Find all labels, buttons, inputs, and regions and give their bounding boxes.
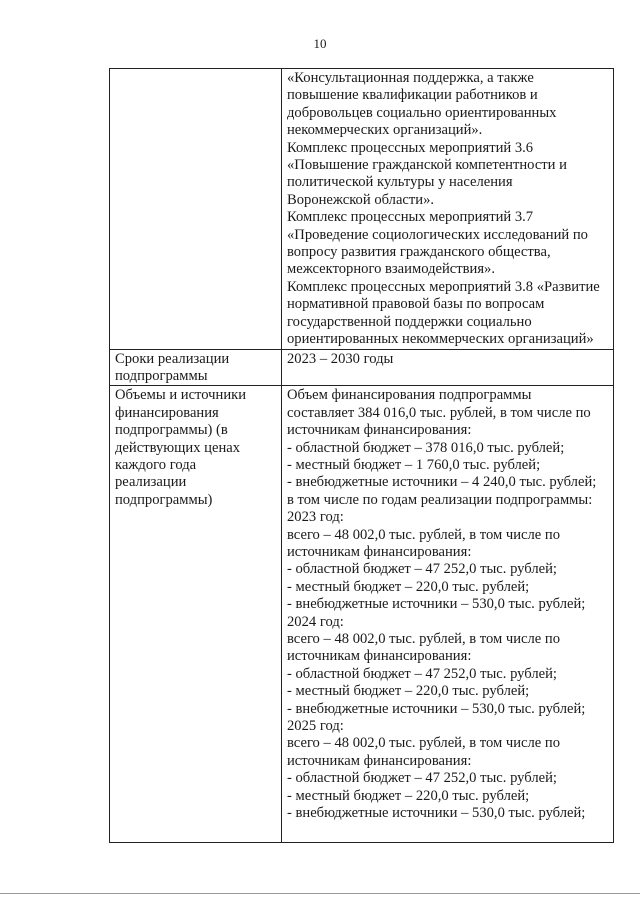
row-value-line: 2025 год: — [287, 718, 344, 735]
row-value-line: составляет 384 016,0 тыс. рублей, в том числе по — [287, 404, 591, 421]
row-value-line: Комплекс процессных мероприятий 3.6 — [287, 139, 534, 156]
row-value-line: Объем финансирования подпрограммы — [287, 387, 532, 404]
passport-table — [109, 68, 614, 843]
row-value-line: - областной бюджет – 47 252,0 тыс. рублей; — [287, 665, 557, 682]
row-value-line: государственной поддержки социально — [287, 313, 532, 330]
row-value-line: Комплекс процессных мероприятий 3.8 «Развитие — [287, 278, 600, 295]
row-value-line: - местный бюджет – 1 760,0 тыс. рублей; — [287, 456, 541, 473]
row-label-line: действующих ценах — [115, 439, 241, 456]
row-value-line: - внебюджетные источники – 530,0 тыс. рублей; — [287, 596, 586, 613]
row-value-line: - местный бюджет – 220,0 тыс. рублей; — [287, 787, 530, 804]
row-value-line: межсекторного взаимодействия». — [287, 261, 495, 278]
row-value-line: всего – 48 002,0 тыс. рублей, в том числе по — [287, 631, 561, 647]
row-value-line: источникам финансирования: — [287, 752, 472, 769]
row-value-line: «Консультационная поддержка, а также — [287, 70, 534, 86]
row-value-line: 2023 – 2030 годы — [287, 350, 394, 367]
row-value-line: «Повышение гражданской компетентности и — [287, 157, 567, 174]
table-row-terms — [110, 349, 614, 386]
row-label-line: подпрограммы — [115, 367, 208, 384]
table-row-activities — [110, 69, 614, 350]
row-label-line: реализации — [115, 474, 187, 491]
row-value-line: всего – 48 002,0 тыс. рублей, в том числе по — [287, 735, 561, 752]
row-value-line: Комплекс процессных мероприятий 3.7 — [287, 209, 534, 226]
row-value-cell — [282, 386, 614, 843]
row-label-cell — [110, 69, 282, 350]
row-label-line: Сроки реализации — [115, 350, 230, 367]
row-value-line: ориентированных некоммерческих организаций» — [287, 331, 594, 348]
row-label-cell — [110, 386, 282, 843]
row-value-cell — [282, 349, 614, 386]
row-value-line: - областной бюджет – 378 016,0 тыс. рублей; — [287, 439, 565, 456]
row-value-line: политической культуры у населения — [287, 174, 513, 191]
row-value-line: повышение квалификации работников и — [287, 87, 538, 104]
row-value-line: нормативной правовой базы по вопросам — [287, 296, 545, 313]
row-value-line: - внебюджетные источники – 530,0 тыс. рублей; — [287, 805, 586, 822]
row-value-line: в том числе по годам реализации подпрограммы: — [287, 491, 593, 508]
row-label-line: подпрограммы) — [115, 491, 213, 508]
row-value-line: вопросу развития гражданского общества, — [287, 244, 551, 261]
footer-divider — [0, 893, 640, 894]
row-label-cell — [110, 349, 282, 386]
table-row-funding — [110, 386, 614, 843]
page-number: 10 — [313, 36, 327, 51]
row-value-line: - местный бюджет – 220,0 тыс. рублей; — [287, 683, 530, 700]
row-value-line: Воронежской области». — [287, 191, 435, 208]
row-value-line: - внебюджетные источники – 530,0 тыс. рублей; — [287, 700, 586, 717]
row-value-line: - внебюджетные источники – 4 240,0 тыс. рублей; — [287, 474, 597, 491]
row-value-line: источникам финансирования: — [287, 543, 472, 560]
row-value-line: источникам финансирования: — [287, 648, 472, 665]
row-value-line: - областной бюджет – 47 252,0 тыс. рублей; — [287, 561, 557, 578]
row-value-line: «Проведение социологических исследований по — [287, 226, 588, 243]
row-value-line: - областной бюджет – 47 252,0 тыс. рублей; — [287, 770, 557, 787]
row-value-line: 2024 год: — [287, 613, 344, 630]
row-label-line: финансирования — [115, 404, 219, 421]
row-label-line: каждого года — [115, 456, 197, 473]
row-value-cell — [282, 69, 614, 350]
row-value-line: добровольцев социально ориентированных — [287, 104, 557, 121]
row-value-line: 2023 год: — [287, 509, 344, 526]
row-value-line: некоммерческих организаций». — [287, 122, 483, 139]
row-label-line: подпрограммы) (в — [115, 422, 228, 439]
row-label-line: Объемы и источники — [115, 387, 247, 404]
row-value-line: всего – 48 002,0 тыс. рублей, в том числе по — [287, 526, 561, 543]
row-value-line: источникам финансирования: — [287, 422, 472, 439]
row-value-line: - местный бюджет – 220,0 тыс. рублей; — [287, 578, 530, 595]
